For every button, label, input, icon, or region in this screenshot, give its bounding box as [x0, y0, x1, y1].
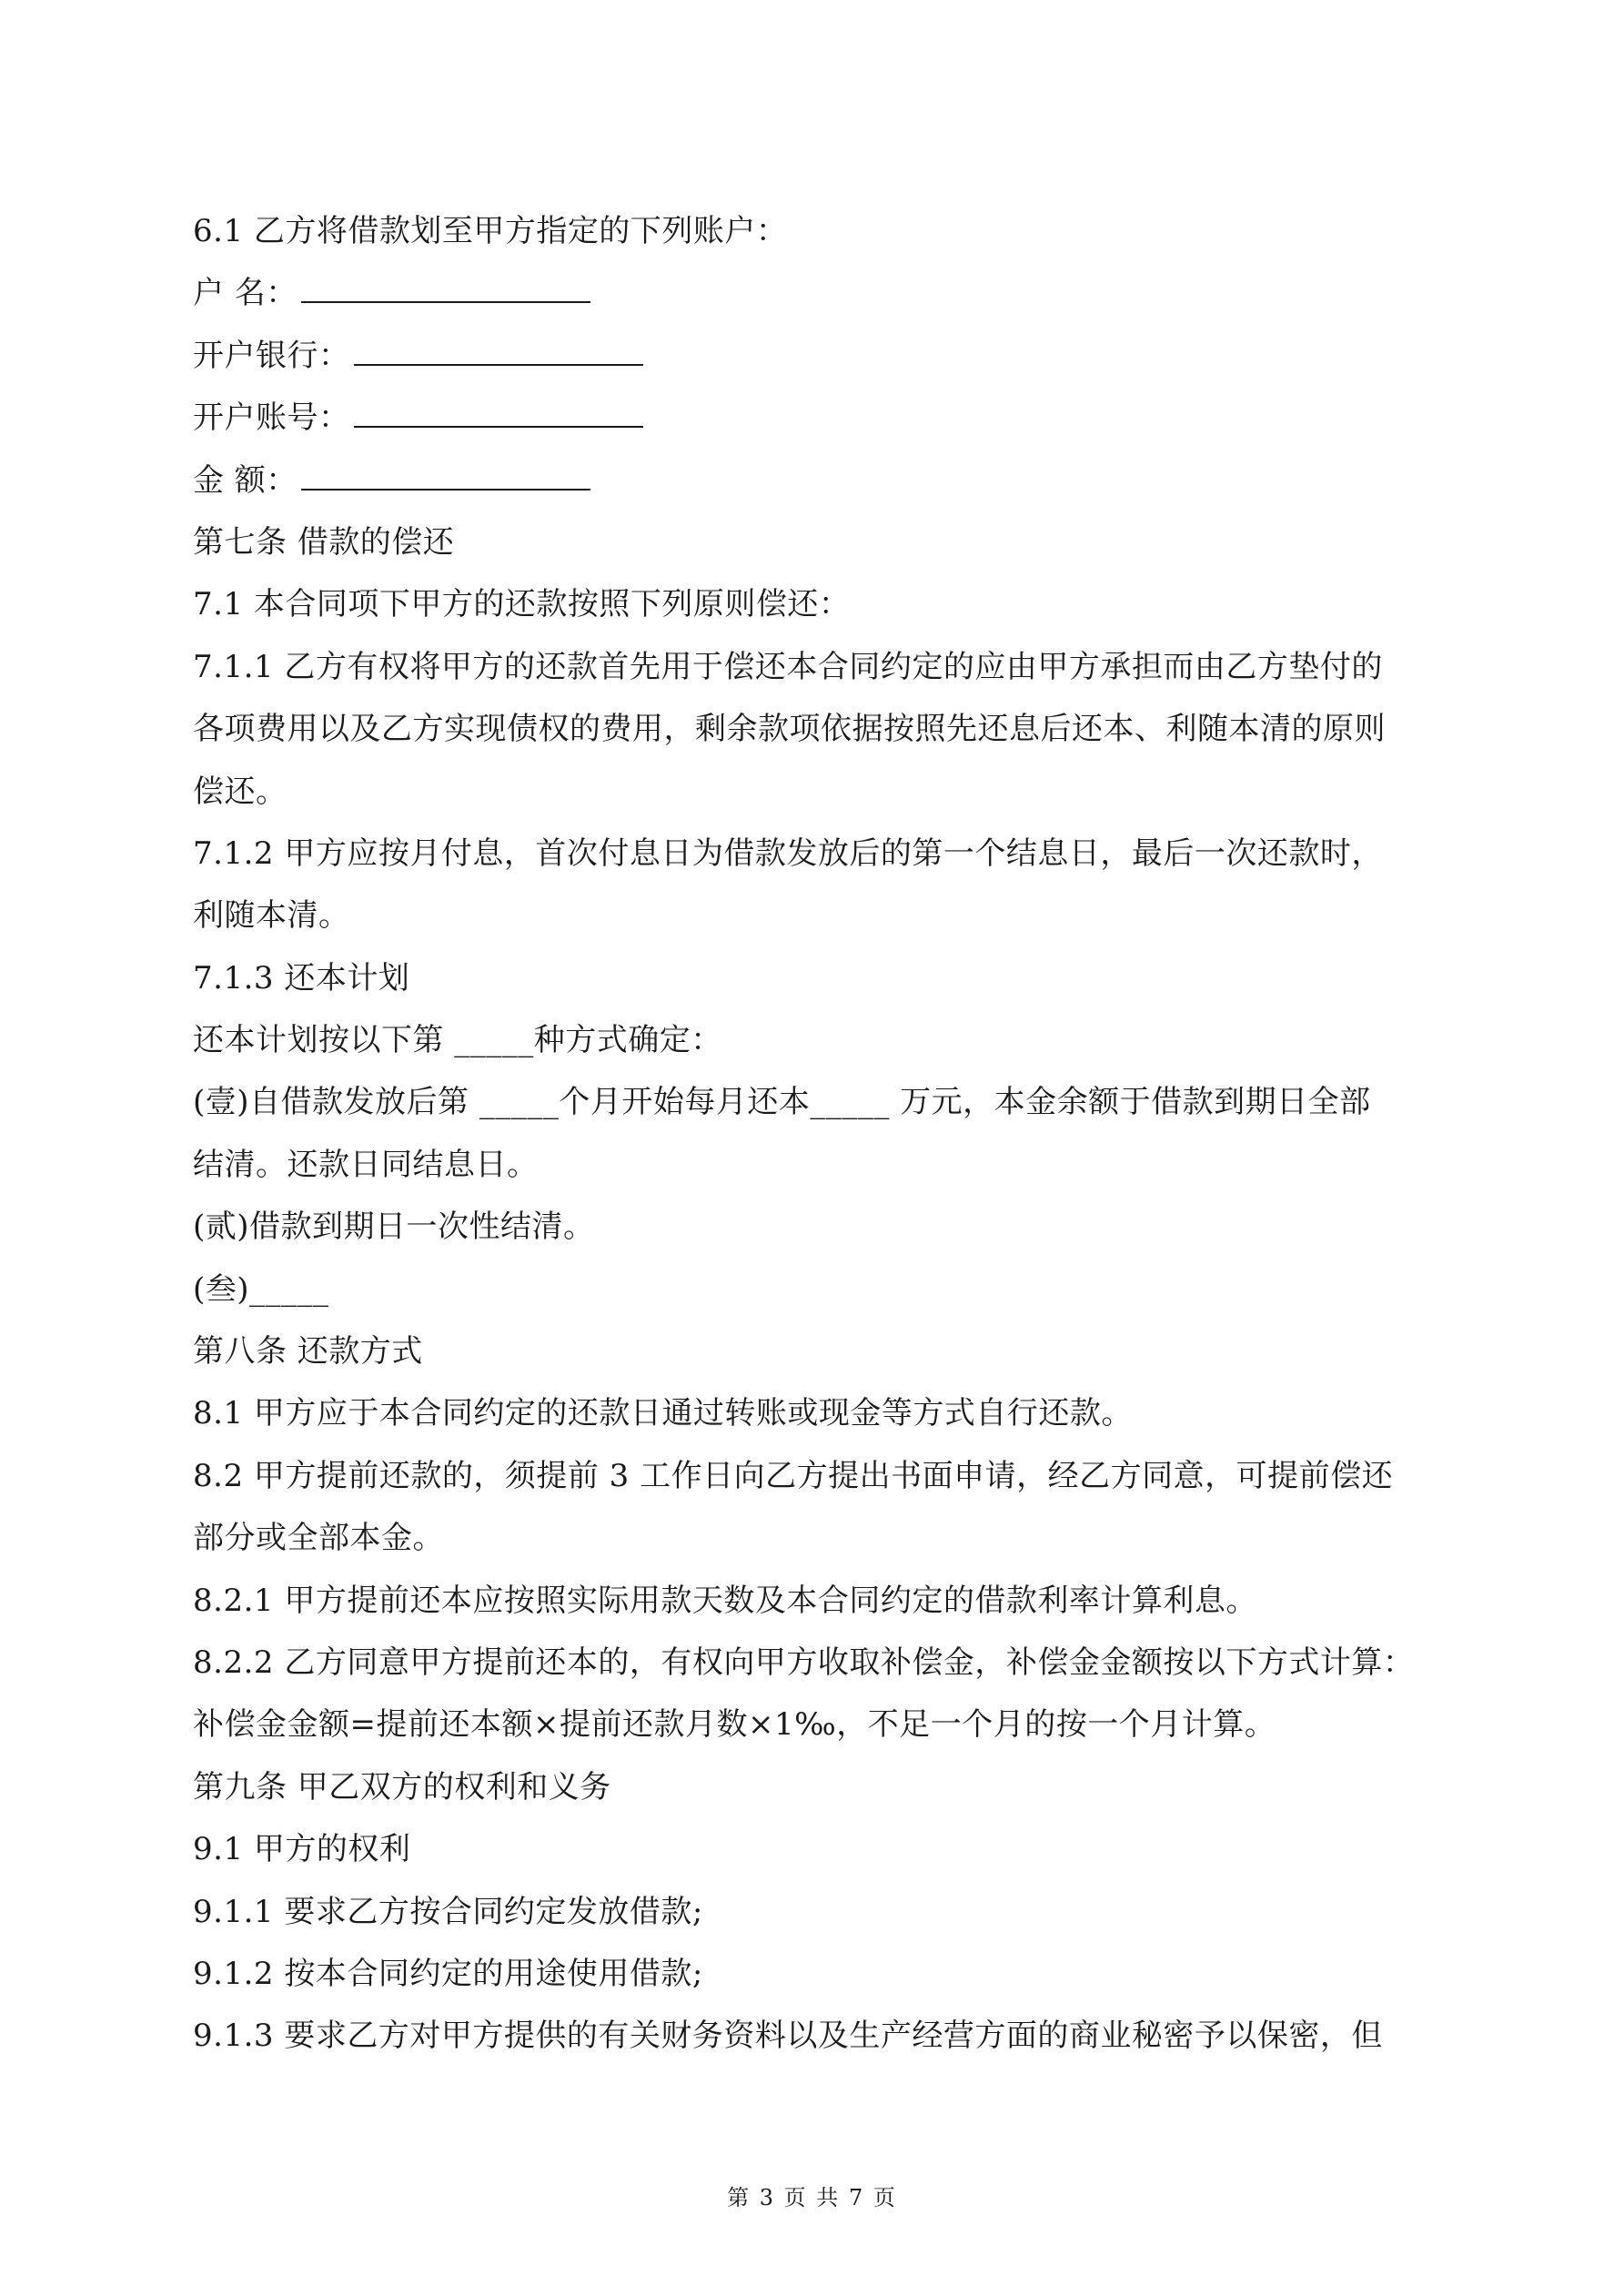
- option-1-line1: (壹)自借款发放后第 _____个月开始每月还本_____ 万元，本金余额于借款到期日全部: [193, 1084, 1371, 1121]
- article-9-heading: 第九条 甲乙双方的权利和义务: [193, 1768, 611, 1805]
- option-3: (叁)_____: [193, 1270, 329, 1308]
- clause-9-1-3: 9.1.3 要求乙方对甲方提供的有关财务资料以及生产经营方面的商业秘密予以保密，但: [193, 2018, 1383, 2055]
- amount-blank: [301, 450, 590, 491]
- clause-7-1-2-line2: 利随本清。: [193, 897, 350, 935]
- clause-8-2-2-line1: 8.2.2 乙方同意甲方提前还本的，有权向甲方收取补偿金，补偿金金额按以下方式计算：: [193, 1644, 1415, 1681]
- account-name-blank: [301, 263, 590, 303]
- clause-8-2-2-line2: 补偿金金额=提前还本额×提前还款月数×1‰，不足一个月的按一个月计算。: [193, 1706, 1276, 1744]
- clause-6-1: 6.1 乙方将借款划至甲方指定的下列账户：: [193, 213, 788, 249]
- clause-9-1: 9.1 甲方的权利: [193, 1831, 411, 1868]
- page-number-footer: 第 3 页 共 7 页: [727, 2185, 897, 2210]
- clause-7-1-3: 7.1.3 还本计划: [193, 959, 410, 996]
- option-1-line2: 结清。还款日同结息日。: [193, 1146, 539, 1183]
- clause-9-1-1: 9.1.1 要求乙方按合同约定发放借款;: [193, 1893, 703, 1930]
- clause-8-1: 8.1 甲方应于本合同约定的还款日通过转账或现金等方式自行还款。: [193, 1395, 1133, 1432]
- account-number-blank: [354, 388, 643, 428]
- amount-label: 金 额：: [193, 461, 298, 499]
- account-number-label: 开户账号：: [193, 400, 350, 437]
- option-2: (贰)借款到期日一次性结清。: [193, 1209, 595, 1246]
- account-name-row: [193, 262, 1448, 324]
- bank-label: 开户银行：: [193, 337, 350, 374]
- bank-row: [193, 325, 1448, 387]
- clause-7-1-1-line2: 各项费用以及乙方实现债权的费用，剩余款项依据按照先还息后还本、利随本清的原则: [193, 711, 1386, 748]
- clause-7-1-1-line1: 7.1.1 乙方有权将甲方的还款首先用于偿还本合同约定的应由甲方承担而由乙方垫付的: [193, 648, 1383, 685]
- article-7-heading: 第七条 借款的偿还: [193, 523, 455, 561]
- clause-8-2-line2: 部分或全部本金。: [193, 1520, 444, 1557]
- clause-7-1-1-line3: 偿还。: [193, 773, 287, 810]
- amount-row: [193, 450, 1448, 511]
- clause-7-1-2-line1: 7.1.2 甲方应按月付息，首次付息日为借款发放后的第一个结息日，最后一次还款时，: [193, 834, 1383, 872]
- clause-8-2-line1: 8.2 甲方提前还款的，须提前 3 工作日向乙方提出书面申请，经乙方同意，可提前偿还: [193, 1457, 1394, 1494]
- repayment-plan-choice: 还本计划按以下第 _____种方式确定：: [193, 1022, 722, 1059]
- clause-8-2-1: 8.2.1 甲方提前还本应按照实际用款天数及本合同约定的借款利率计算利息。: [193, 1582, 1257, 1619]
- document-body: [193, 200, 1448, 2068]
- bank-blank: [354, 326, 643, 366]
- clause-7-1: 7.1 本合同项下甲方的还款按照下列原则偿还：: [193, 586, 851, 623]
- clause-9-1-2: 9.1.2 按本合同约定的用途使用借款;: [193, 1955, 703, 1992]
- article-8-heading: 第八条 还款方式: [193, 1333, 423, 1371]
- account-number-row: [193, 387, 1448, 449]
- account-name-label: 户 名：: [193, 275, 298, 312]
